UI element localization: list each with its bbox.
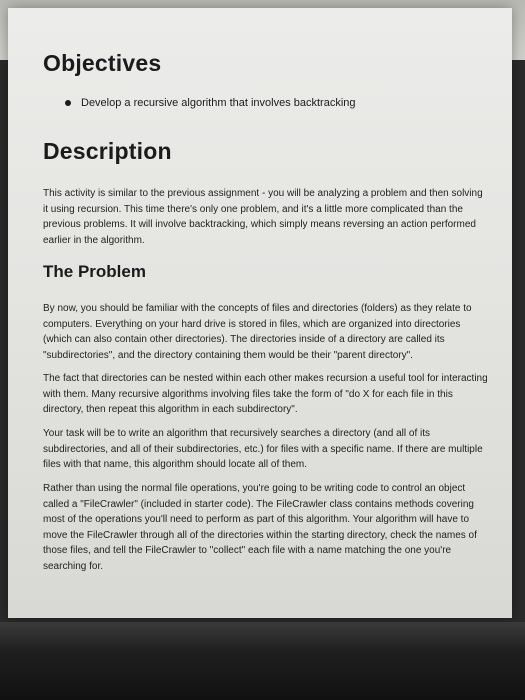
bullet-icon (65, 100, 71, 106)
problem-paragraph-4: Rather than using the normal file operations, you're going to be writing code to control an object called a "FileCrawler" (included in starter code). The FileCrawler class contains methods covering most of the operations you'll need to perform as part of this algorithm. Your algorithm will have to move the FileCrawler through all of the directories within the starting directory, check the names of those files, and tell the FileCrawler to "collect" each file with a name matching the one you're searching for. (43, 483, 477, 572)
objective-text: Develop a recursive algorithm that involves backtracking (81, 97, 356, 109)
objectives-list (43, 96, 493, 110)
description-heading: Description (43, 138, 172, 164)
description-paragraph: This activity is similar to the previous assignment - you will be analyzing a problem and then solving it using recursion. This time there's only one problem, and it's a little more complicated than the previous problems. It will involve backtracking, which simply means reversing an action performed earlier in the algorithm. (43, 188, 483, 246)
document-content (43, 48, 493, 572)
problem-heading: The Problem (43, 262, 146, 281)
list-item (43, 96, 493, 110)
screen-bezel-bottom (0, 622, 525, 700)
problem-paragraph-1: By now, you should be familiar with the concepts of files and directories (folders) as they relate to computers. Everything on your hard drive is stored in files, which are organized into directories (which can also contain other directories). The directories inside of a directory are called its "subdirectories", and the directory containing them would be their "parent directory". (43, 303, 472, 361)
objectives-heading: Objectives (43, 50, 162, 76)
problem-paragraph-2: The fact that directories can be nested within each other makes recursion a useful tool for interacting with them. Many recursive algorithms involving files take the form of "do X for each file in this directory, then repeat this algorithm in each subdirectory". (43, 373, 488, 415)
problem-paragraph-3: Your task will be to write an algorithm that recursively searches a directory (and all of its subdirectories, and all of their subdirectories, etc.) for files with a specific name. If there are multiple files with that name, this algorithm should locate all of them. (43, 428, 483, 470)
document-page (8, 8, 512, 618)
